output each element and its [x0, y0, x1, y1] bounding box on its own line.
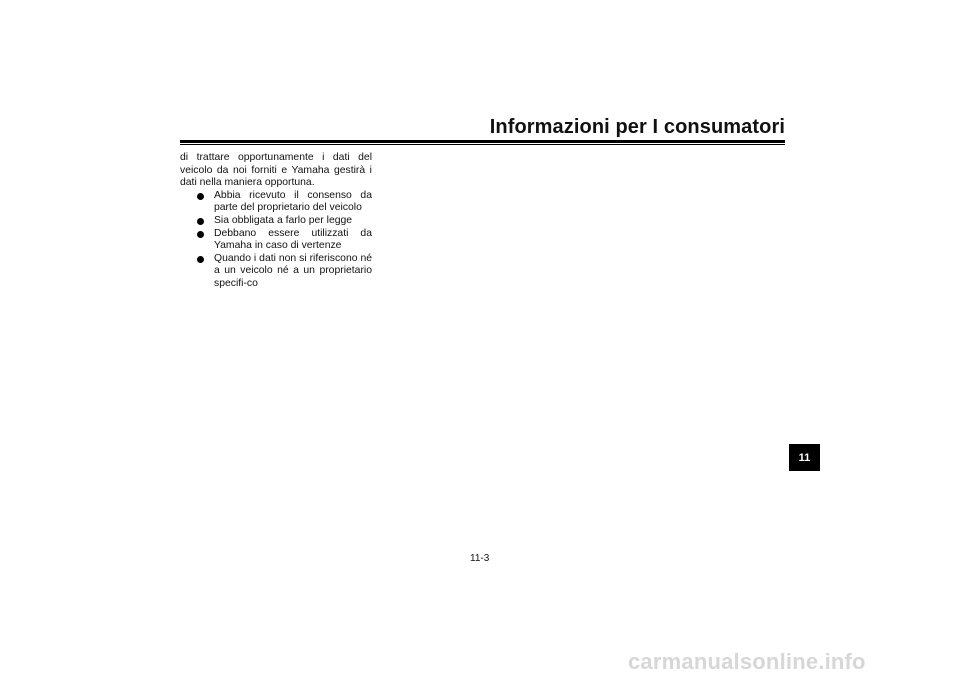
bullet-list: [180, 190, 372, 291]
page-title: Informazioni per I consumatori: [489, 116, 785, 138]
bullet-icon: [197, 218, 204, 225]
header-rule-thin: [180, 144, 785, 145]
bullet-icon: [197, 231, 204, 238]
list-item: [193, 190, 372, 215]
list-item: [193, 215, 372, 228]
intro-paragraph: di trattare opportunamente i dati del veicolo da noi forniti e Yamaha gestirà i dati nella maniera opportuna.: [180, 152, 372, 189]
bullet-icon: [197, 256, 204, 263]
header-rule-thick: [180, 140, 785, 143]
list-item-text: Sia obbligata a farlo per legge: [214, 214, 353, 226]
list-item-text: Quando i dati non si riferiscono né a un veicolo né a un proprietario specifi-co: [214, 252, 372, 289]
list-item-text: Abbia ricevuto il consenso da parte del proprietario del veicolo: [214, 189, 372, 214]
list-item-text: Debbano essere utilizzati da Yamaha in caso di vertenze: [214, 227, 372, 252]
watermark: carmanualsonline.info: [628, 649, 866, 674]
list-item: [193, 228, 372, 253]
bullet-icon: [197, 193, 204, 200]
page-number: 11-3: [470, 553, 490, 564]
list-item: [193, 253, 372, 291]
body-column: [180, 152, 372, 291]
chapter-tab: 11: [789, 444, 820, 471]
